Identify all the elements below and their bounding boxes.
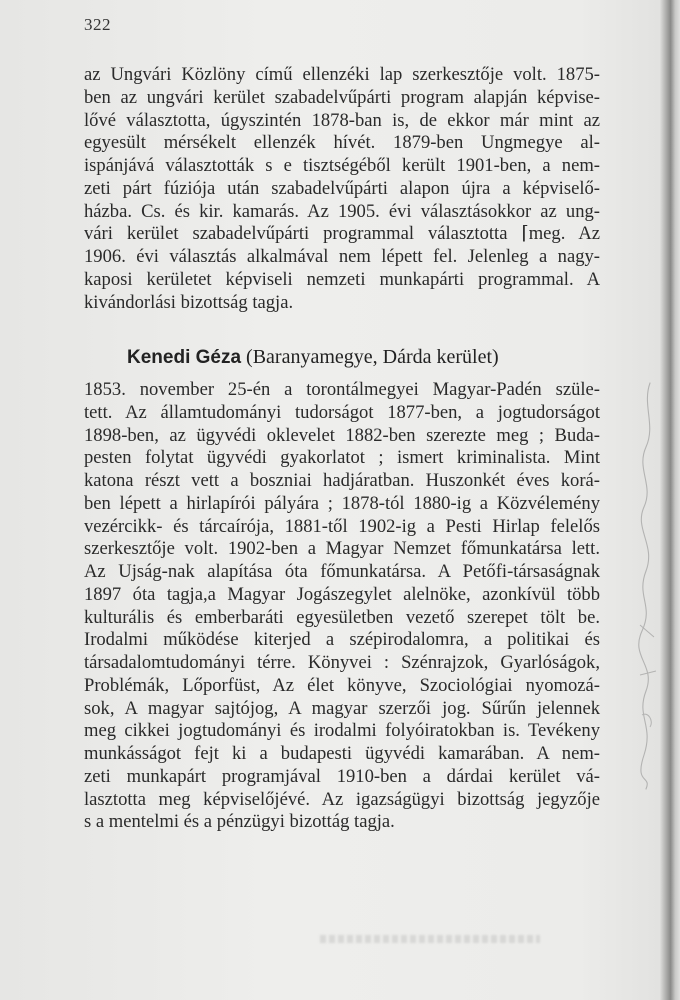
text-line: pesten folytat ügyvédi gyakorlatot ; ismert kriminalista. Mint (84, 447, 600, 469)
text-line: munkásságot fejt ki a budapesti ügyvédi kamarában. A nem- (84, 743, 600, 764)
paragraph-biography (84, 379, 600, 834)
text-line: lasztotta meg képviselőjévé. Az igazságügyi bizottság jegyzője (84, 788, 600, 810)
text-line: vezércikk- és tárcaírója, 1881-től 1902-ig a Pesti Hirlap felelős (84, 515, 600, 537)
handwritten-margin-note (628, 375, 668, 795)
text-line: szerkesztője volt. 1902-ben a Magyar Nemzet főmunkatársa lett. (84, 538, 600, 560)
bleed-through (320, 935, 540, 943)
text-line: kaposi kerületet képviseli nemzeti munkapárti programmal. A (84, 268, 600, 290)
text-line: lővé választotta, úgyszintén 1878-ban is, de ekkor már mint az (84, 109, 600, 131)
pencil-scribble (639, 383, 650, 789)
text-line: 1897 óta tagja,a Magyar Jogászegylet alelnöke, azonkívül több (84, 583, 600, 605)
text-line: ben az ungvári kerület szabadelvűpárti program alapján képvise- (84, 86, 600, 108)
text-line: meg cikkei jogtudományi és irodalmi folyóiratokban is. Tevékeny (84, 720, 600, 742)
entry-heading (127, 346, 567, 369)
text-line: 1898-ben, az ügyvédi oklevelet 1882-ben szerezte meg ; Buda- (84, 424, 600, 446)
page-number: 322 (84, 15, 111, 34)
entry-name: Kenedi Géza (127, 347, 242, 368)
text-line: katona részt vett a boszniai hadjáratban. Huszonkét éves korá- (84, 470, 600, 491)
text-line: zeti párt fúziója után szabadelvűpárti alapon újra a képviselő- (84, 177, 600, 199)
text-line: kulturális és emberbaráti egyesületben vezető szerepet tölt be. (84, 606, 600, 628)
text-line: ben lépett a hirlapírói pályára ; 1878-tól 1880-ig a Közvélemény (84, 492, 600, 514)
text-line: Problémák, Lőporfüst, Az élet könyve, Szociológiai nyomozá- (84, 674, 600, 696)
entry-district: (Baranyamegye, Dárda kerület) (246, 346, 499, 368)
text-line: Irodalmi működése kiterjed a szépirodalomra, a politikai és (84, 629, 600, 651)
text-line: zeti munkapárt programjával 1910-ben a dárdai kerület vá- (84, 765, 600, 787)
text-line: 1853. november 25-én a torontálmegyei Magyar-Padén szüle- (84, 379, 600, 400)
text-line: 1906. évi választás alkalmával nem lépett fel. Jelenleg a nagy- (84, 246, 600, 267)
text-line: kivándorlási bizottság tagja. (84, 291, 294, 313)
text-line: s a mentelmi és a pénzügyi bizottág tagja. (84, 811, 395, 833)
paragraph-previous-entry (84, 64, 600, 314)
text-line: házba. Cs. és kir. kamarás. Az 1905. évi választásokkor az ung- (84, 200, 600, 222)
text-line: vári kerület szabadelvűpárti programmal választotta ⌈meg. Az (84, 223, 600, 245)
text-line: Az Ujság-nak alapítása óta főmunkatársa. A Petőfi-társaságnak (84, 561, 600, 582)
text-line: egyesült mérsékelt ellenzék hívét. 1879-ben Ungmegye al- (84, 132, 600, 154)
text-line: sok, A magyar sajtójog, A magyar szerzői jog. Sűrűn jelennek (84, 697, 600, 719)
text-line: társadalomtudományi térre. Könyvei : Szénrajzok, Gyarlóságok, (84, 652, 600, 673)
text-line: tett. Az államtudományi tudorságot 1877-ben, a jogtudorságot (84, 401, 600, 423)
text-line: az Ungvári Közlöny című ellenzéki lap szerkesztője volt. 1875- (84, 64, 600, 85)
text-line: ispánjává választották s e tisztségéből került 1901-ben, a nem- (84, 155, 600, 176)
